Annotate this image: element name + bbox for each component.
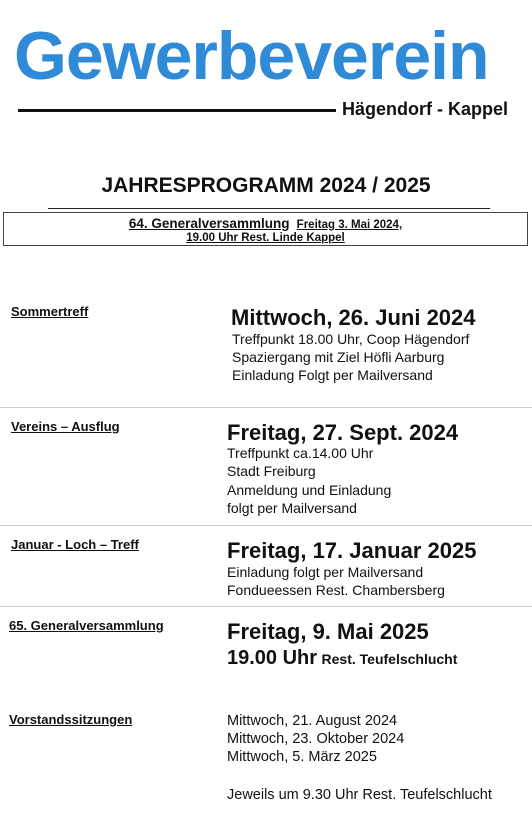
event-detail: Spaziergang mit Ziel Höfli Aarburg — [232, 349, 445, 365]
event-detail: Stadt Freiburg — [227, 463, 316, 479]
logo-wordmark: Gewerbeverein — [14, 18, 489, 94]
event-detail: Anmeldung und Einladung — [227, 482, 392, 498]
section-divider — [0, 525, 532, 526]
event-detail: Fondueessen Rest. Chambersberg — [227, 582, 445, 598]
section-divider — [0, 407, 532, 408]
event-headline-sommertreff: Mittwoch, 26. Juni 2024 — [231, 305, 476, 330]
board-meeting-date: Mittwoch, 23. Oktober 2024 — [227, 731, 405, 747]
general-assembly-64-date: Freitag 3. Mai 2024, — [296, 219, 403, 231]
general-assembly-64-line1 — [4, 216, 527, 231]
event-headline-general-assembly-65: Freitag, 9. Mai 2025 — [227, 619, 429, 644]
general-assembly-64-box — [3, 212, 528, 246]
event-detail: Einladung Folgt per Mailversand — [232, 367, 433, 383]
section-divider — [0, 606, 532, 607]
general-assembly-65-time: 19.00 Uhr — [227, 647, 318, 669]
event-headline-januar-loch-treff: Freitag, 17. Januar 2025 — [227, 538, 477, 563]
event-detail: Treffpunkt ca.14.00 Uhr — [227, 445, 374, 461]
logo-location: Hägendorf - Kappel — [342, 99, 509, 119]
board-meeting-date: Mittwoch, 21. August 2024 — [227, 713, 398, 729]
event-detail: Einladung folgt per Mailversand — [227, 564, 424, 580]
event-headline-vereins-ausflug: Freitag, 27. Sept. 2024 — [227, 420, 459, 445]
event-label-januar-loch-treff: Januar - Loch – Treff — [11, 537, 139, 552]
event-detail: folgt per Mailversand — [227, 500, 357, 516]
event-label-general-assembly-65: 65. Generalversammlung — [9, 618, 164, 633]
board-meeting-date: Mittwoch, 5. März 2025 — [227, 749, 377, 765]
general-assembly-65-place: Rest. Teufelschlucht — [321, 651, 458, 667]
general-assembly-64-time-place: 19.00 Uhr Rest. Linde Kappel — [186, 232, 345, 244]
board-meetings-label: Vorstandssitzungen — [9, 712, 133, 727]
event-label-vereins-ausflug: Vereins – Ausflug — [11, 419, 120, 434]
program-title: JAHRESPROGRAMM 2024 / 2025 — [101, 174, 431, 197]
logo-underline — [18, 109, 336, 112]
event-label-sommertreff: Sommertreff — [11, 304, 89, 319]
general-assembly-65-time-place — [227, 647, 457, 670]
board-meetings-note: Jeweils um 9.30 Uhr Rest. Teufelschlucht — [227, 787, 492, 803]
title-divider — [48, 208, 490, 209]
general-assembly-64-title: 64. Generalversammlung — [128, 216, 290, 231]
event-detail: Treffpunkt 18.00 Uhr, Coop Hägendorf — [232, 331, 470, 347]
